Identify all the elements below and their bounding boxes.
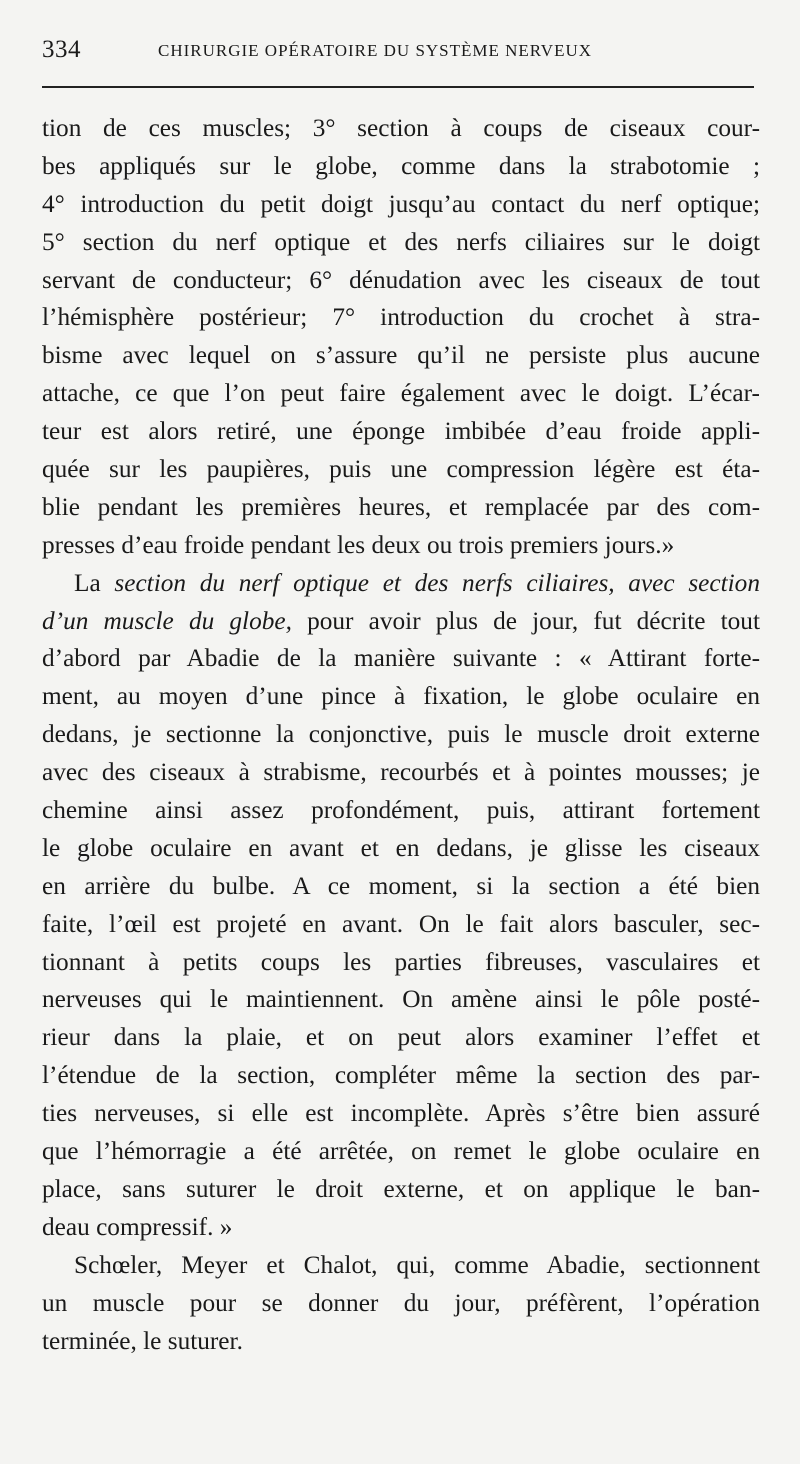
text-line: en arrière du bulbe. A ce moment, si la section a été bien (42, 871, 760, 900)
text-line: tionnant à petits coups les parties fibreuses, vasculaires et (42, 947, 760, 976)
text-run: pour avoir plus de jour, fut décrite tout (291, 606, 760, 635)
text-line: quée sur les paupières, puis une compression légère est éta- (42, 455, 760, 484)
text-line: presses d’eau froide pendant les deux ou trois premiers jours.» (42, 530, 675, 559)
text-line: terminée, le suturer. (42, 1326, 243, 1355)
text-line: 5° section du nerf optique et des nerfs ciliaires sur le doigt (42, 227, 760, 256)
text-line: tion de ces muscles; 3° section à coups de ciseaux cour- (42, 114, 760, 142)
text-line: blie pendant les premières heures, et remplacée par des com- (42, 492, 760, 521)
text-line: bes appliqués sur le globe, comme dans la strabotomie ; (42, 151, 760, 180)
italic-phrase: d’un muscle du globe, (42, 606, 292, 635)
text-line: ties nerveuses, si elle est incomplète. Après s’être bien assuré (42, 1099, 760, 1128)
text-line: l’étendue de la section, compléter même la section des par- (42, 1061, 760, 1090)
header-rule (42, 86, 754, 88)
text-line: deau compressif. » (42, 1212, 233, 1241)
text-line: attache, ce que l’on peut faire également avec le doigt. L’écar- (42, 379, 760, 408)
page-number: 334 (42, 36, 81, 63)
italic-phrase: section du nerf optique et des nerfs ciliaires, avec section (114, 568, 760, 597)
text-line: chemine ainsi assez profondément, puis, attirant fortement (42, 796, 760, 825)
text-line: que l’hémorragie a été arrêtée, on remet le globe oculaire en (42, 1137, 760, 1166)
body-text (42, 110, 760, 1360)
text-line: place, sans suturer le droit externe, et on applique le ban- (42, 1174, 760, 1203)
text-line (42, 603, 760, 641)
text-line: faite, l’œil est projeté en avant. On le fait alors basculer, sec- (42, 909, 760, 938)
text-line: ment, au moyen d’une pince à fixation, le globe oculaire en (42, 682, 760, 711)
text-line: le globe oculaire en avant et en dedans, je glisse les ciseaux (42, 833, 760, 862)
text-line: teur est alors retiré, une éponge imbibée d’eau froide appli- (42, 417, 760, 446)
text-line: un muscle pour se donner du jour, préfèrent, l’opération (42, 1288, 760, 1317)
text-line: rieur dans la plaie, et on peut alors examiner l’effet et (42, 1023, 760, 1052)
running-head: CHIRURGIE OPÉRATOIRE DU SYSTÈME NERVEUX (158, 41, 593, 60)
text-line: l’hémisphère postérieur; 7° introduction du crochet à stra- (42, 303, 760, 332)
text-line: dedans, je sectionne la conjonctive, puis le muscle droit externe (42, 720, 760, 749)
text-line: avec des ciseaux à strabisme, recourbés et à pointes mousses; je (42, 758, 760, 787)
text-line: Schœler, Meyer et Chalot, qui, comme Abadie, sectionnent (74, 1250, 760, 1279)
text-line: servant de conducteur; 6° dénudation avec les ciseaux de tout (42, 265, 760, 294)
text-line: 4° introduction du petit doigt jusqu’au contact du nerf optique; (42, 189, 760, 218)
text-line: bisme avec lequel on s’assure qu’il ne persiste plus aucune (42, 341, 760, 370)
page-header (42, 36, 754, 70)
text-line: d’abord par Abadie de la manière suivante : « Attirant forte- (42, 644, 760, 673)
text-line: nerveuses qui le maintiennent. On amène ainsi le pôle posté- (42, 985, 760, 1014)
text-line (42, 565, 760, 603)
paragraph-lead: La (74, 568, 115, 597)
